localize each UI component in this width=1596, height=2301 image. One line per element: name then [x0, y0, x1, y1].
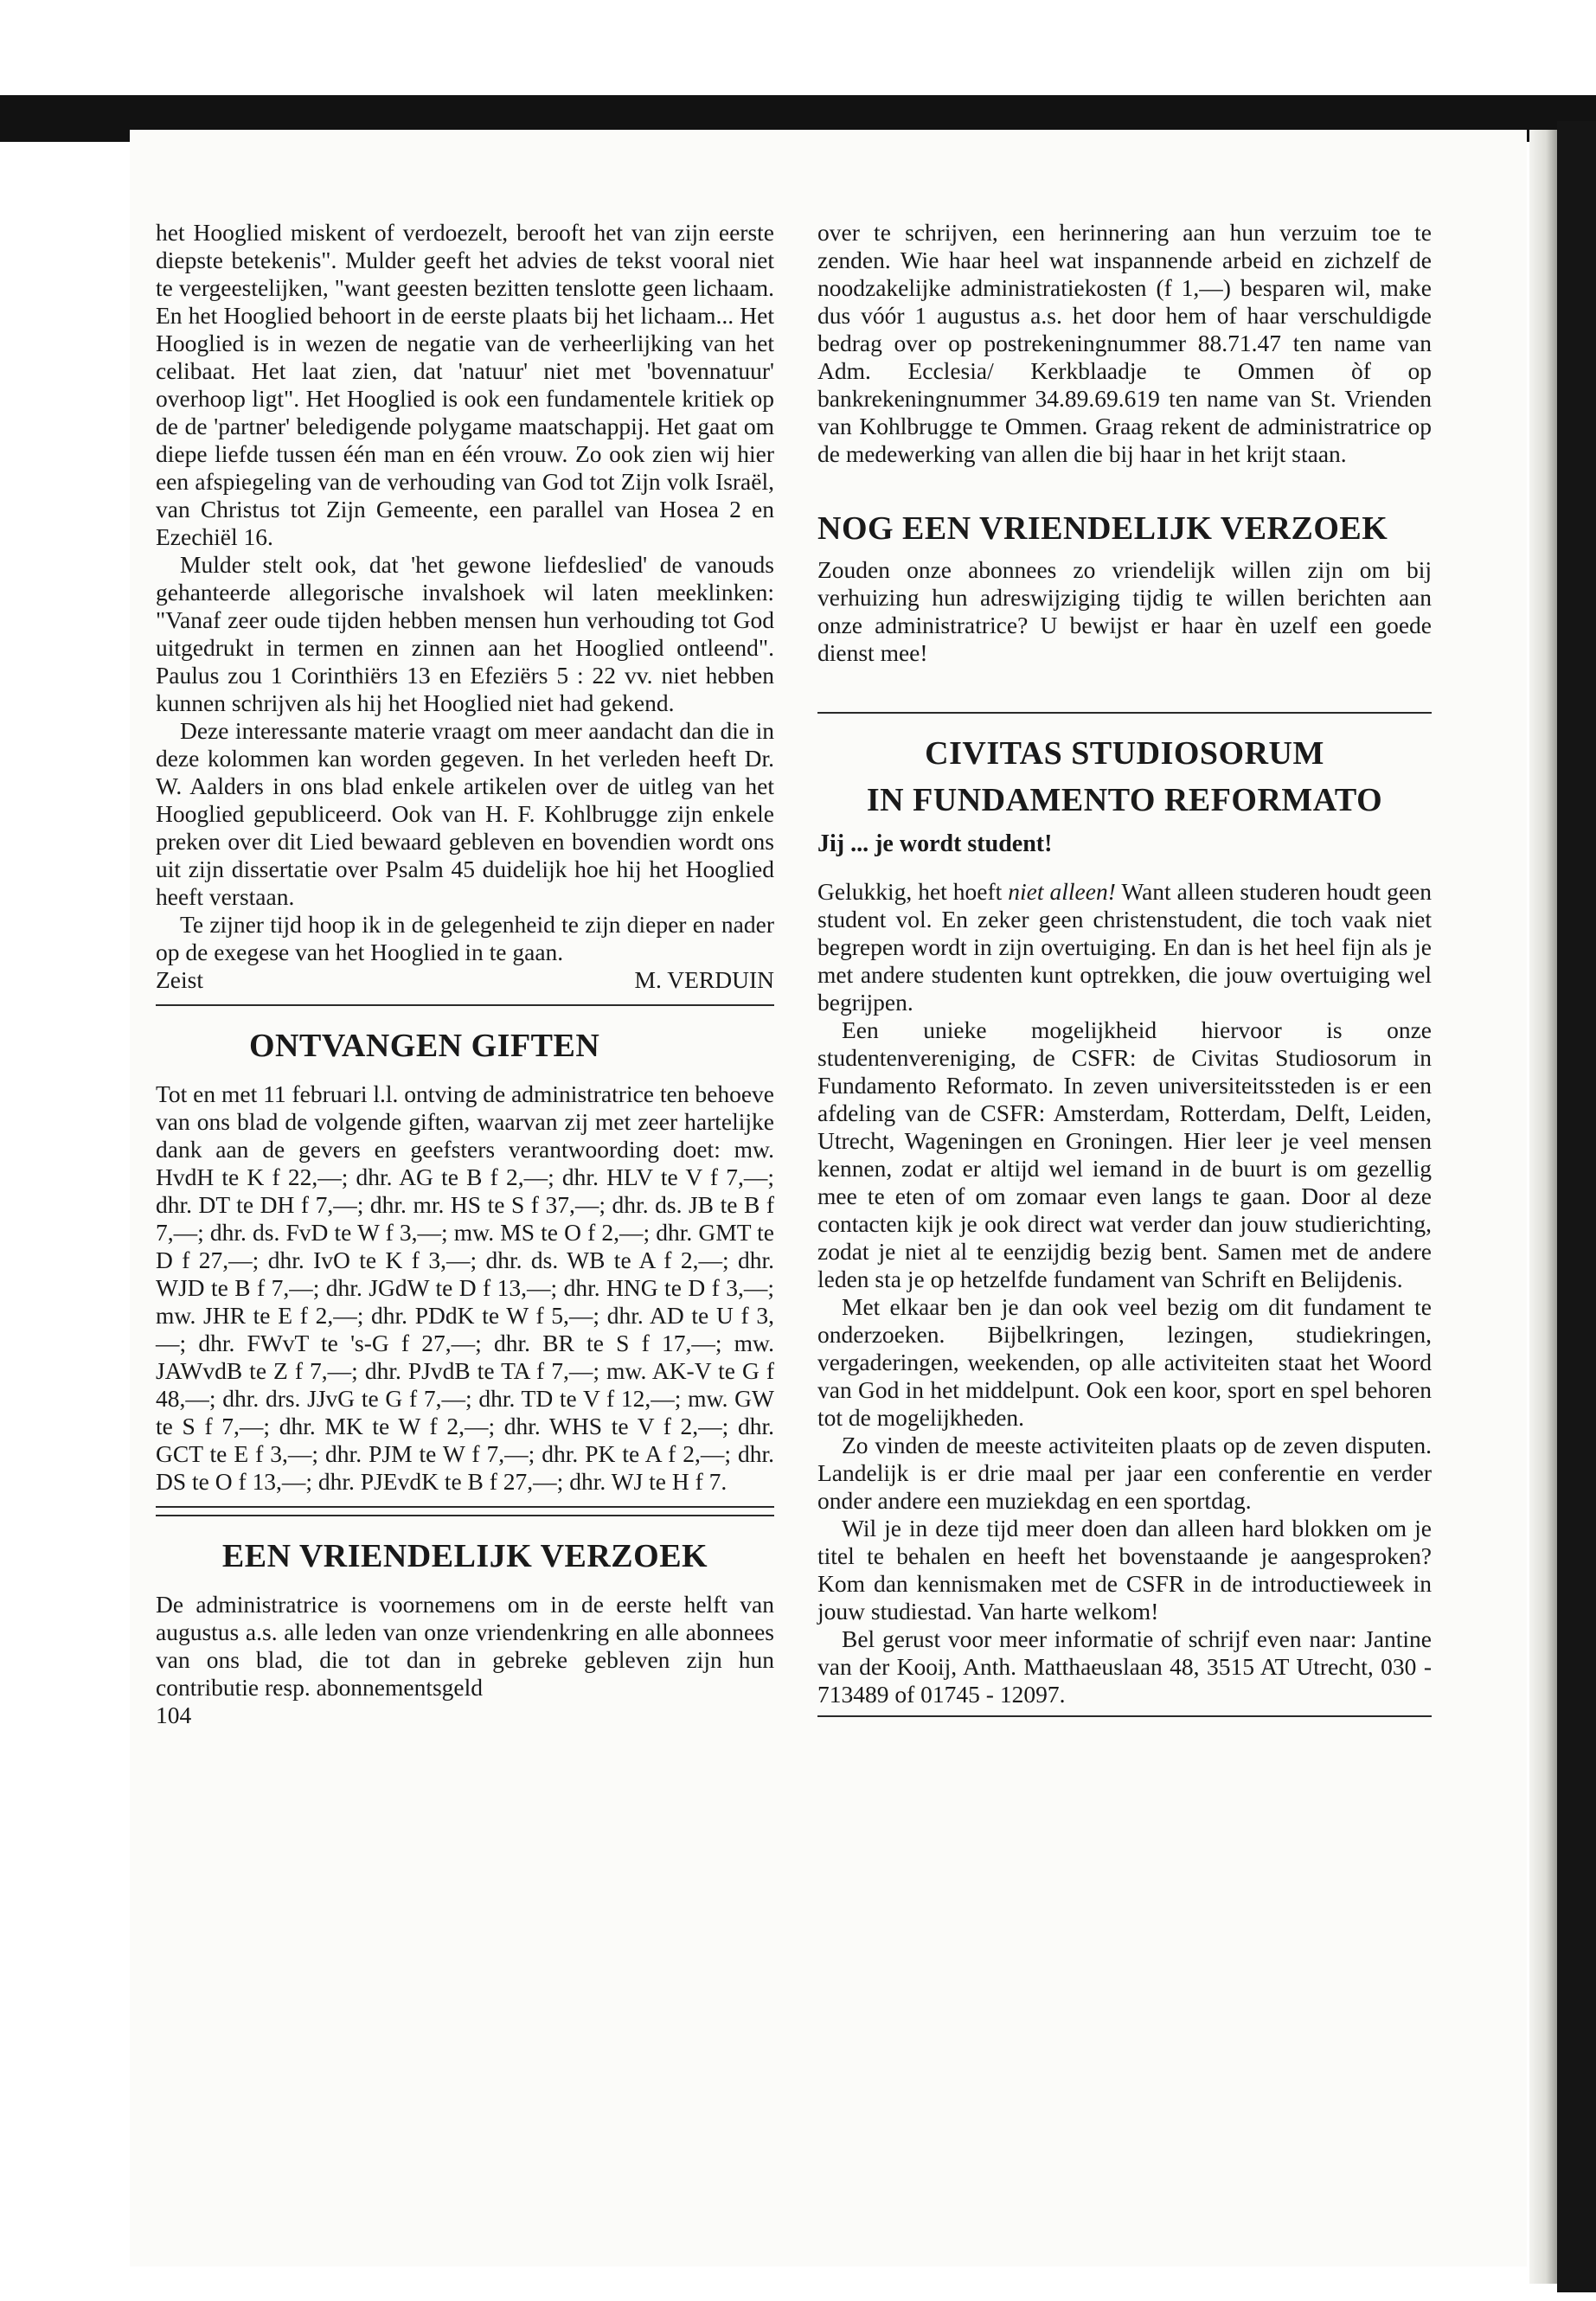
request-continued-text: over te schrijven, een herinnering aan hun verzuim toe te zenden. Wie haar heel wat inspannende arbeid en zichzelf de noodzakelijke administratiekosten (f 1,—) besparen wil, make dus vóór 1 augustus a.s. het door hem of haar verschuldigde bedrag over op postrekeningnummer 88.71.47 ten name van Adm. Ecclesia/ Kerkblaadje te Ommen òf op bankrekeningnummer 34.89.69.619 ten name van St. Vrienden van Kohlbrugge te Ommen. Graag rekent de administratrice op de medewerking van allen die bij haar in het krijt staan. [817, 219, 1432, 467]
civitas-heading-line-2: IN FUNDAMENTO REFORMATO [866, 782, 1383, 818]
gifts-text: Tot en met 11 februari l.l. ontving de administratrice ten behoeve van ons blad de volgende giften, waarvan zij met zeer hartelijke dank aan de gevers en geefsters verantwoording doet: mw. HvdH te K f 22,—; dhr. AG te B f 2,—; dhr. HLV te V f 7,—; dhr. DT te DH f 7,—; dhr. mr. HS te S f 37,—; dhr. ds. JB te B f 7,—; dhr. ds. FvD te W f 3,—; mw. MS te O f 2,—; dhr. GMT te D f 27,—; dhr. IvO te K f 3,—; dhr. ds. WB te A f 2,—; dhr. WJD te B f 7,—; dhr. JGdW te D f 13,—; dhr. HNG te D f 3,—; mw. JHR te E f 2,—; dhr. PDdK te W f 5,—; dhr. AD te U f 3,—; dhr. FWvT te 's-G f 27,—; dhr. BR te S f 17,—; mw. JAWvdB te Z f 7,—; dhr. PJvdB te TA f 7,—; mw. AK-V te G f 48,—; dhr. drs. JJvG te G f 7,—; dhr. TD te V f 12,—; mw. GW te S f 7,—; dhr. MK te W f 2,—; dhr. WHS te V f 2,—; dhr. GCT te E f 3,—; dhr. PJM te W f 7,—; dhr. PK te A f 2,—; dhr. DS te O f 13,—; dhr. PJEvdK te B f 27,—; dhr. WJ te H f 7. [156, 1080, 774, 1495]
binding-spine [1557, 121, 1596, 2292]
article-paragraph: Te zijner tijd hoop ik in de gelegenheid te zijn dieper en nader op de exegese van het Hooglied in te gaan. [156, 911, 774, 965]
civitas-paragraph [817, 878, 1432, 1016]
article-paragraph: Mulder stelt ook, dat 'het gewone liefdeslied' de vanouds gehanteerde allegorische invalshoek wil laten meeklinken: "Vanaf zeer oude tijden hebben mensen hun verhouding tot God uitgedrukt in termen en zinnen aan het Hooglied ontleend". Paulus zou 1 Corinthiërs 13 en Efeziërs 5 : 22 vv. niet hebben kunnen schrijven als hij het Hooglied niet had gekend. [156, 551, 774, 716]
signature-place: Zeist [156, 966, 203, 993]
civitas-paragraph-emphasis: niet alleen! [1008, 878, 1116, 905]
right-column [817, 219, 1432, 1717]
article-paragraph: Deze interessante materie vraagt om meer aandacht dan die in deze kolommen kan worden gegeven. In het verleden heeft Dr. W. Aalders in ons blad enkele artikelen over de uitleg van het Hooglied gepubliceerd. Ook van H. F. Kohlbrugge zijn enkele preken over dit Lied bewaard gebleven en bovendien wordt ons uit zijn dissertatie over Psalm 45 duidelijk hoe hij het Hooglied heeft verstaan. [156, 717, 774, 910]
signature-author: M. VERDUIN [634, 966, 774, 993]
civitas-paragraph: Een unieke mogelijkheid hiervoor is onze studentenvereniging, de CSFR: de Civitas Studiosorum in Fundamento Reformato. In zeven universiteitssteden is er een afdeling van de CSFR: Amsterdam, Rotterdam, Delft, Leiden, Utrecht, Wageningen en Groningen. Hier leer je veel mensen kennen, zodat er altijd wel iemand in de buurt is om gezellig mee te eten of om zomaar even langs te gaan. Door al deze contacten kijk je ook direct wat verder dan jouw studierichting, zodat je niet al te eenzijdig bezig bent. Samen met de andere leden sta je op hetzelfde fundament van Schrift en Belijdenis. [817, 1016, 1432, 1292]
request-heading: EEN VRIENDELIJK VERZOEK [221, 1538, 708, 1574]
second-request-heading: NOG EEN VRIENDELIJK VERZOEK [817, 510, 1388, 547]
section-divider [156, 1004, 774, 1006]
page-number: 104 [156, 1702, 192, 1728]
civitas-paragraph-start: Gelukkig, het hoeft [817, 878, 1009, 905]
article-paragraph: het Hooglied miskent of verdoezelt, berooft het van zijn eerste diepste betekenis". Mulder geeft het advies de tekst vooral niet te vergeestelijken, "want geesten bezitten tenslotte geen lichaam. En het Hooglied behoort in de eerste plaats bij het lichaam... Het Hooglied is in wezen de negatie van de verheerlijking van het celibaat. Het laat zien, dat 'natuur' niet met 'bovennatuur' overhoop ligt". Het Hooglied is ook een fundamentele kritiek op de de 'partner' beledigende polygame maatschappij. Het gaat om diepe liefde tussen één man en één vrouw. Zo ook zien wij hier een afspiegeling van de verhouding van God tot Zijn volk Israël, van Christus tot Zijn Gemeente, een parallel van Hosea 2 en Ezechiël 16. [156, 219, 774, 550]
section-divider [156, 1506, 774, 1508]
second-request-text: Zouden onze abonnees zo vriendelijk willen zijn om bij verhuizing hun adreswijziging tijdig te willen berichten aan onze administratrice? U bewijst er haar èn uzelf een goede dienst mee! [817, 556, 1432, 666]
article-signature [156, 966, 774, 994]
left-column [156, 219, 774, 1729]
section-divider [817, 712, 1432, 714]
section-divider [156, 1515, 774, 1516]
civitas-paragraph: Met elkaar ben je dan ook veel bezig om dit fundament te onderzoeken. Bijbelkringen, lezingen, studiekringen, vergaderingen, weekenden, op alle activiteiten staat het Woord van God in het middelpunt. Ook een koor, sport en spel behoren tot de mogelijkheden. [817, 1293, 1432, 1431]
civitas-paragraph: Zo vinden de meeste activiteiten plaats op de zeven disputen. Landelijk is er drie maal per jaar een conferentie en verder onder andere een muziekdag en een sportdag. [817, 1432, 1432, 1514]
civitas-paragraph: Wil je in deze tijd meer doen dan alleen hard blokken om je titel te behalen en heeft het bovenstaande je aangesproken? Kom dan kennismaken met de CSFR in de introductieweek in jouw studiestad. Van harte welkom! [817, 1515, 1432, 1625]
civitas-paragraph-end: Want alleen studeren houdt geen student vol. En zeker geen christenstudent, die toch vaak niet begrepen wordt in zijn overtuiging. En dan is het heel fijn als je met andere studenten kunt optrekken, die jouw overtuiging wel begrijpen. [817, 878, 1432, 1016]
page-edge-shadow [1529, 130, 1557, 2284]
civitas-heading-line-1: CIVITAS STUDIOSORUM [925, 735, 1324, 772]
gifts-heading: ONTVANGEN GIFTEN [249, 1028, 600, 1064]
civitas-paragraph: Bel gerust voor meer informatie of schrijf even naar: Jantine van der Kooij, Anth. Matthaeuslaan 48, 3515 AT Utrecht, 030 - 713489 of 01745 - 12097. [817, 1625, 1432, 1708]
request-text: De administratrice is voornemens om in de eerste helft van augustus a.s. alle leden van onze vriendenkring en alle abonnees van ons blad, die tot dan in gebreke gebleven zijn hun contributie resp. abonnementsgeld [156, 1591, 774, 1701]
civitas-subheading: Jij ... je wordt student! [817, 830, 1053, 857]
section-divider [817, 1715, 1432, 1717]
